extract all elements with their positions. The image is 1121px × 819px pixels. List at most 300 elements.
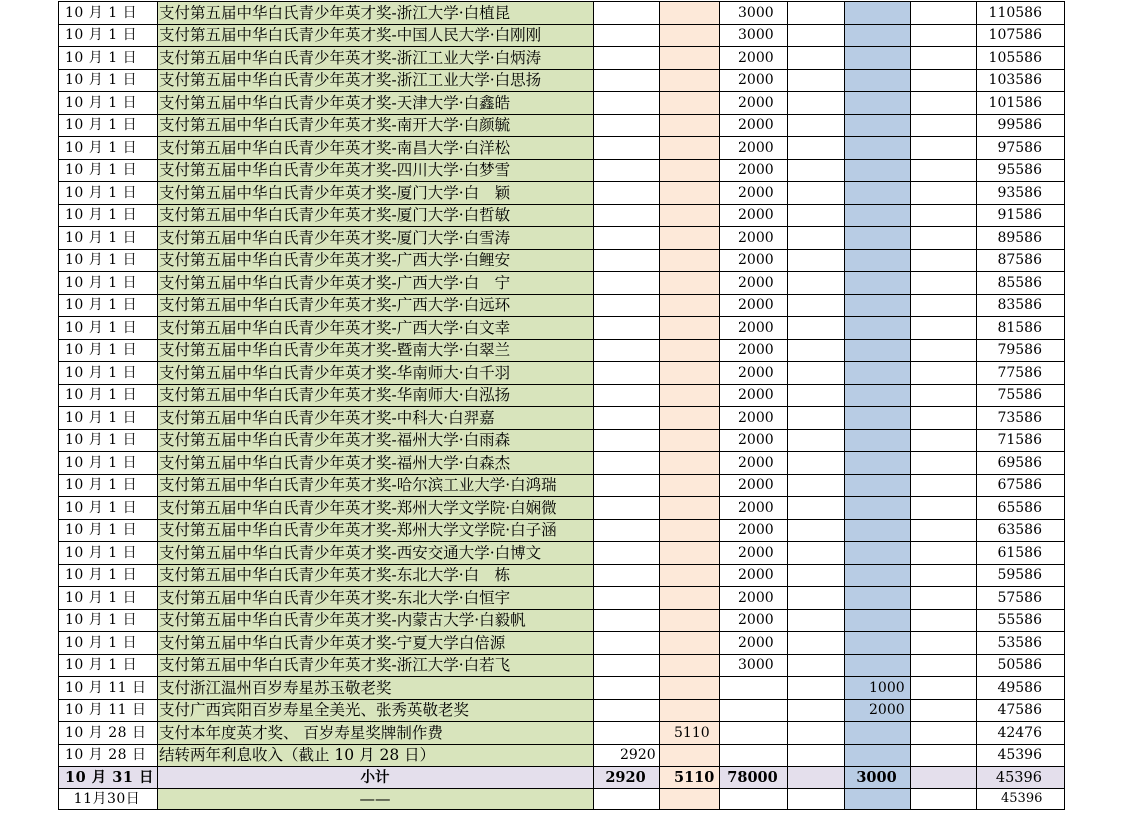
expense-cell: 78000 (720, 767, 788, 789)
description-cell: 支付第五届中华白氏青少年英才奖-广西大学·白文幸 (158, 317, 594, 340)
blank-cell (788, 632, 845, 655)
date-cell: 10 月 1 日 (59, 47, 158, 70)
date-cell: 10 月 1 日 (59, 632, 158, 655)
table-row (59, 699, 1065, 722)
award-cell (845, 564, 911, 587)
date-cell: 10 月 1 日 (59, 339, 158, 362)
blank-cell-2 (911, 767, 977, 789)
award-cell (845, 609, 911, 632)
award-cell (845, 519, 911, 542)
description-cell: 结转两年利息收入（截止 10 月 28 日） (158, 744, 594, 767)
date-cell: 10 月 1 日 (59, 114, 158, 137)
expense-cell: 2000 (720, 429, 788, 452)
blank-cell-2 (911, 384, 977, 407)
table-row (59, 564, 1065, 587)
blank-cell-2 (911, 789, 977, 810)
income-cell (594, 474, 660, 497)
award-cell (845, 452, 911, 475)
fee-cell (660, 699, 720, 722)
subtotal-row (59, 767, 1065, 789)
blank-cell-2 (911, 429, 977, 452)
balance-cell: 67586 (977, 474, 1065, 497)
expense-cell: 2000 (720, 204, 788, 227)
income-cell (594, 407, 660, 430)
fee-cell (660, 564, 720, 587)
expense-cell: 2000 (720, 564, 788, 587)
income-cell (594, 362, 660, 385)
balance-cell: 93586 (977, 182, 1065, 205)
table-row (59, 429, 1065, 452)
description-cell: 支付第五届中华白氏青少年英才奖-华南师大·白千羽 (158, 362, 594, 385)
income-cell (594, 272, 660, 295)
blank-cell-2 (911, 699, 977, 722)
income-cell (594, 24, 660, 47)
blank-cell (788, 362, 845, 385)
blank-cell (788, 137, 845, 160)
award-cell (845, 587, 911, 610)
expense-cell: 2000 (720, 182, 788, 205)
date-cell: 10 月 1 日 (59, 542, 158, 565)
award-cell (845, 159, 911, 182)
date-cell: 10 月 1 日 (59, 69, 158, 92)
blank-cell-2 (911, 182, 977, 205)
income-cell (594, 204, 660, 227)
award-cell (845, 497, 911, 520)
blank-cell-2 (911, 159, 977, 182)
balance-cell: 107586 (977, 24, 1065, 47)
date-cell: 10 月 1 日 (59, 227, 158, 250)
description-cell: 支付第五届中华白氏青少年英才奖-东北大学·白 栋 (158, 564, 594, 587)
fee-cell (660, 137, 720, 160)
income-cell (594, 587, 660, 610)
balance-cell: 89586 (977, 227, 1065, 250)
balance-cell: 45396 (977, 744, 1065, 767)
table-row (59, 497, 1065, 520)
fee-cell (660, 159, 720, 182)
description-cell: 支付第五届中华白氏青少年英才奖-华南师大·白泓扬 (158, 384, 594, 407)
balance-cell: 99586 (977, 114, 1065, 137)
fee-cell (660, 542, 720, 565)
blank-cell-2 (911, 114, 977, 137)
carry-row (59, 789, 1065, 810)
income-cell (594, 294, 660, 317)
description-cell: 支付第五届中华白氏青少年英才奖-西安交通大学·白博文 (158, 542, 594, 565)
blank-cell (788, 722, 845, 745)
blank-cell (788, 249, 845, 272)
date-cell: 10 月 31 日 (59, 767, 158, 789)
table-row (59, 47, 1065, 70)
balance-cell: 79586 (977, 339, 1065, 362)
date-cell: 10 月 1 日 (59, 429, 158, 452)
blank-cell-2 (911, 677, 977, 700)
award-cell (845, 182, 911, 205)
description-cell: 支付第五届中华白氏青少年英才奖-哈尔滨工业大学·白鸿瑞 (158, 474, 594, 497)
description-cell: 支付第五届中华白氏青少年英才奖-中国人民大学·白刚刚 (158, 24, 594, 47)
balance-cell: 59586 (977, 564, 1065, 587)
table-row (59, 294, 1065, 317)
date-cell: 10 月 1 日 (59, 474, 158, 497)
date-cell: 10 月 11 日 (59, 699, 158, 722)
blank-cell (788, 339, 845, 362)
fee-cell (660, 249, 720, 272)
expense-cell: 2000 (720, 452, 788, 475)
award-cell (845, 654, 911, 677)
income-cell (594, 722, 660, 745)
table-row (59, 362, 1065, 385)
table-row (59, 69, 1065, 92)
expense-cell: 2000 (720, 227, 788, 250)
award-cell (845, 384, 911, 407)
blank-cell (788, 789, 845, 810)
award-cell (845, 474, 911, 497)
table-row (59, 227, 1065, 250)
expense-cell: 2000 (720, 272, 788, 295)
expense-cell: 2000 (720, 47, 788, 70)
blank-cell (788, 587, 845, 610)
balance-cell: 45396 (977, 789, 1065, 810)
date-cell: 10 月 11 日 (59, 677, 158, 700)
balance-cell: 50586 (977, 654, 1065, 677)
table-row (59, 204, 1065, 227)
income-cell (594, 542, 660, 565)
blank-cell (788, 92, 845, 115)
award-cell (845, 789, 911, 810)
date-cell: 10 月 1 日 (59, 587, 158, 610)
blank-cell-2 (911, 2, 977, 25)
description-cell: 支付第五届中华白氏青少年英才奖-内蒙古大学·白毅帆 (158, 609, 594, 632)
expense-cell: 2000 (720, 249, 788, 272)
income-cell (594, 2, 660, 25)
award-cell: 2000 (845, 699, 911, 722)
table-row (59, 339, 1065, 362)
fee-cell (660, 227, 720, 250)
blank-cell (788, 497, 845, 520)
fee-cell (660, 654, 720, 677)
description-cell: 支付第五届中华白氏青少年英才奖-浙江大学·白若飞 (158, 654, 594, 677)
balance-cell: 71586 (977, 429, 1065, 452)
balance-cell: 91586 (977, 204, 1065, 227)
award-cell (845, 69, 911, 92)
fee-cell (660, 497, 720, 520)
table-row (59, 137, 1065, 160)
description-cell: 支付第五届中华白氏青少年英才奖-四川大学·白梦雪 (158, 159, 594, 182)
blank-cell-2 (911, 609, 977, 632)
balance-cell: 105586 (977, 47, 1065, 70)
income-cell (594, 632, 660, 655)
expense-cell: 3000 (720, 2, 788, 25)
description-cell: 支付第五届中华白氏青少年英才奖-天津大学·白鑫皓 (158, 92, 594, 115)
income-cell (594, 609, 660, 632)
fee-cell (660, 182, 720, 205)
blank-cell (788, 69, 845, 92)
income-cell (594, 92, 660, 115)
blank-cell (788, 159, 845, 182)
table-row (59, 2, 1065, 25)
expense-cell: 3000 (720, 654, 788, 677)
date-cell: 10 月 1 日 (59, 519, 158, 542)
fee-cell (660, 339, 720, 362)
description-cell: 小计 (158, 767, 594, 789)
income-cell (594, 654, 660, 677)
award-cell (845, 722, 911, 745)
fee-cell (660, 24, 720, 47)
income-cell: 2920 (594, 767, 660, 789)
fee-cell (660, 452, 720, 475)
blank-cell-2 (911, 24, 977, 47)
award-cell (845, 114, 911, 137)
description-cell: 支付第五届中华白氏青少年英才奖-南开大学·白颜毓 (158, 114, 594, 137)
income-cell: 2920 (594, 744, 660, 767)
table-row (59, 24, 1065, 47)
balance-cell: 77586 (977, 362, 1065, 385)
table-row (59, 317, 1065, 340)
table-row (59, 452, 1065, 475)
balance-cell: 101586 (977, 92, 1065, 115)
blank-cell (788, 182, 845, 205)
blank-cell (788, 429, 845, 452)
blank-cell (788, 474, 845, 497)
income-cell (594, 699, 660, 722)
income-cell (594, 452, 660, 475)
description-cell: 支付第五届中华白氏青少年英才奖-浙江工业大学·白炳涛 (158, 47, 594, 70)
blank-cell (788, 744, 845, 767)
blank-cell (788, 272, 845, 295)
expense-cell (720, 722, 788, 745)
blank-cell-2 (911, 542, 977, 565)
income-cell (594, 227, 660, 250)
award-cell (845, 204, 911, 227)
award-cell (845, 2, 911, 25)
fee-cell (660, 407, 720, 430)
blank-cell (788, 2, 845, 25)
award-cell (845, 362, 911, 385)
blank-cell-2 (911, 362, 977, 385)
income-cell (594, 677, 660, 700)
date-cell: 10 月 1 日 (59, 24, 158, 47)
balance-cell: 57586 (977, 587, 1065, 610)
date-cell: 10 月 1 日 (59, 92, 158, 115)
fee-cell (660, 362, 720, 385)
award-cell (845, 294, 911, 317)
fee-cell (660, 69, 720, 92)
table-row (59, 159, 1065, 182)
balance-cell: 63586 (977, 519, 1065, 542)
table-row (59, 114, 1065, 137)
expense-cell: 2000 (720, 362, 788, 385)
table-row (59, 407, 1065, 430)
description-cell: 支付第五届中华白氏青少年英才奖-暨南大学·白翠兰 (158, 339, 594, 362)
date-cell: 10 月 1 日 (59, 317, 158, 340)
fee-cell (660, 632, 720, 655)
balance-cell: 73586 (977, 407, 1065, 430)
table-row (59, 609, 1065, 632)
blank-cell-2 (911, 294, 977, 317)
date-cell: 10 月 1 日 (59, 407, 158, 430)
description-cell: 支付第五届中华白氏青少年英才奖-广西大学·白远环 (158, 294, 594, 317)
description-cell: 支付第五届中华白氏青少年英才奖-厦门大学·白 颖 (158, 182, 594, 205)
expense-cell: 2000 (720, 114, 788, 137)
table-row (59, 677, 1065, 700)
award-cell (845, 47, 911, 70)
table-row (59, 587, 1065, 610)
fee-cell (660, 609, 720, 632)
balance-cell: 47586 (977, 699, 1065, 722)
blank-cell-2 (911, 474, 977, 497)
expense-cell: 2000 (720, 137, 788, 160)
ledger-body (59, 2, 1065, 810)
fee-cell (660, 204, 720, 227)
description-cell: 支付第五届中华白氏青少年英才奖-福州大学·白森杰 (158, 452, 594, 475)
balance-cell: 42476 (977, 722, 1065, 745)
blank-cell (788, 542, 845, 565)
award-cell (845, 339, 911, 362)
table-row (59, 654, 1065, 677)
blank-cell-2 (911, 204, 977, 227)
award-cell (845, 632, 911, 655)
expense-cell (720, 744, 788, 767)
fee-cell (660, 272, 720, 295)
date-cell: 10 月 28 日 (59, 744, 158, 767)
description-cell: 支付第五届中华白氏青少年英才奖-郑州大学文学院·白子涵 (158, 519, 594, 542)
blank-cell-2 (911, 744, 977, 767)
blank-cell-2 (911, 339, 977, 362)
balance-cell: 69586 (977, 452, 1065, 475)
blank-cell-2 (911, 587, 977, 610)
fee-cell: 5110 (660, 722, 720, 745)
blank-cell-2 (911, 452, 977, 475)
balance-cell: 81586 (977, 317, 1065, 340)
fee-cell: 5110 (660, 767, 720, 789)
table-row (59, 384, 1065, 407)
date-cell: 10 月 1 日 (59, 609, 158, 632)
blank-cell (788, 452, 845, 475)
blank-cell-2 (911, 519, 977, 542)
blank-cell (788, 609, 845, 632)
balance-cell: 45396 (977, 767, 1065, 789)
description-cell: 支付第五届中华白氏青少年英才奖-东北大学·白恒宇 (158, 587, 594, 610)
blank-cell-2 (911, 632, 977, 655)
income-cell (594, 114, 660, 137)
description-cell: 支付第五届中华白氏青少年英才奖-浙江大学·白植昆 (158, 2, 594, 25)
fee-cell (660, 744, 720, 767)
award-cell (845, 92, 911, 115)
balance-cell: 110586 (977, 2, 1065, 25)
expense-cell: 2000 (720, 542, 788, 565)
income-cell (594, 384, 660, 407)
description-cell: 支付本年度英才奖、 百岁寿星奖牌制作费 (158, 722, 594, 745)
description-cell: 支付第五届中华白氏青少年英才奖-厦门大学·白哲敏 (158, 204, 594, 227)
fee-cell (660, 587, 720, 610)
income-cell (594, 429, 660, 452)
income-cell (594, 249, 660, 272)
table-row (59, 519, 1065, 542)
date-cell: 11月30日 (59, 789, 158, 810)
fee-cell (660, 294, 720, 317)
balance-cell: 85586 (977, 272, 1065, 295)
blank-cell (788, 677, 845, 700)
expense-cell: 2000 (720, 294, 788, 317)
description-cell: 支付第五届中华白氏青少年英才奖-浙江工业大学·白思扬 (158, 69, 594, 92)
award-cell (845, 429, 911, 452)
income-cell (594, 519, 660, 542)
balance-cell: 97586 (977, 137, 1065, 160)
description-cell: —— (158, 789, 594, 810)
blank-cell (788, 699, 845, 722)
income-cell (594, 182, 660, 205)
expense-cell: 2000 (720, 159, 788, 182)
blank-cell (788, 564, 845, 587)
award-cell: 3000 (845, 767, 911, 789)
award-cell (845, 272, 911, 295)
fee-cell (660, 429, 720, 452)
table-row (59, 632, 1065, 655)
blank-cell-2 (911, 722, 977, 745)
date-cell: 10 月 1 日 (59, 204, 158, 227)
income-cell (594, 789, 660, 810)
description-cell: 支付第五届中华白氏青少年英才奖-宁夏大学白倍源 (158, 632, 594, 655)
expense-cell: 2000 (720, 587, 788, 610)
fee-cell (660, 317, 720, 340)
balance-cell: 95586 (977, 159, 1065, 182)
table-row (59, 182, 1065, 205)
expense-cell: 2000 (720, 339, 788, 362)
table-row (59, 744, 1065, 767)
balance-cell: 49586 (977, 677, 1065, 700)
fee-cell (660, 92, 720, 115)
blank-cell (788, 317, 845, 340)
award-cell (845, 249, 911, 272)
blank-cell-2 (911, 47, 977, 70)
date-cell: 10 月 1 日 (59, 272, 158, 295)
fee-cell (660, 47, 720, 70)
fee-cell (660, 384, 720, 407)
blank-cell-2 (911, 69, 977, 92)
blank-cell (788, 47, 845, 70)
income-cell (594, 69, 660, 92)
description-cell: 支付广西宾阳百岁寿星全美光、张秀英敬老奖 (158, 699, 594, 722)
blank-cell-2 (911, 137, 977, 160)
blank-cell-2 (911, 317, 977, 340)
balance-cell: 55586 (977, 609, 1065, 632)
blank-cell-2 (911, 92, 977, 115)
blank-cell-2 (911, 654, 977, 677)
balance-cell: 61586 (977, 542, 1065, 565)
description-cell: 支付第五届中华白氏青少年英才奖-厦门大学·白雪涛 (158, 227, 594, 250)
date-cell: 10 月 1 日 (59, 249, 158, 272)
expense-cell: 3000 (720, 24, 788, 47)
date-cell: 10 月 1 日 (59, 294, 158, 317)
fee-cell (660, 2, 720, 25)
blank-cell-2 (911, 564, 977, 587)
expense-cell: 2000 (720, 474, 788, 497)
date-cell: 10 月 1 日 (59, 159, 158, 182)
expense-cell: 2000 (720, 519, 788, 542)
blank-cell-2 (911, 227, 977, 250)
income-cell (594, 317, 660, 340)
expense-cell: 2000 (720, 609, 788, 632)
balance-cell: 103586 (977, 69, 1065, 92)
ledger-table (58, 1, 1065, 810)
fee-cell (660, 519, 720, 542)
expense-cell: 2000 (720, 407, 788, 430)
date-cell: 10 月 28 日 (59, 722, 158, 745)
balance-cell: 83586 (977, 294, 1065, 317)
balance-cell: 87586 (977, 249, 1065, 272)
award-cell (845, 407, 911, 430)
table-row (59, 272, 1065, 295)
award-cell (845, 137, 911, 160)
award-cell (845, 542, 911, 565)
